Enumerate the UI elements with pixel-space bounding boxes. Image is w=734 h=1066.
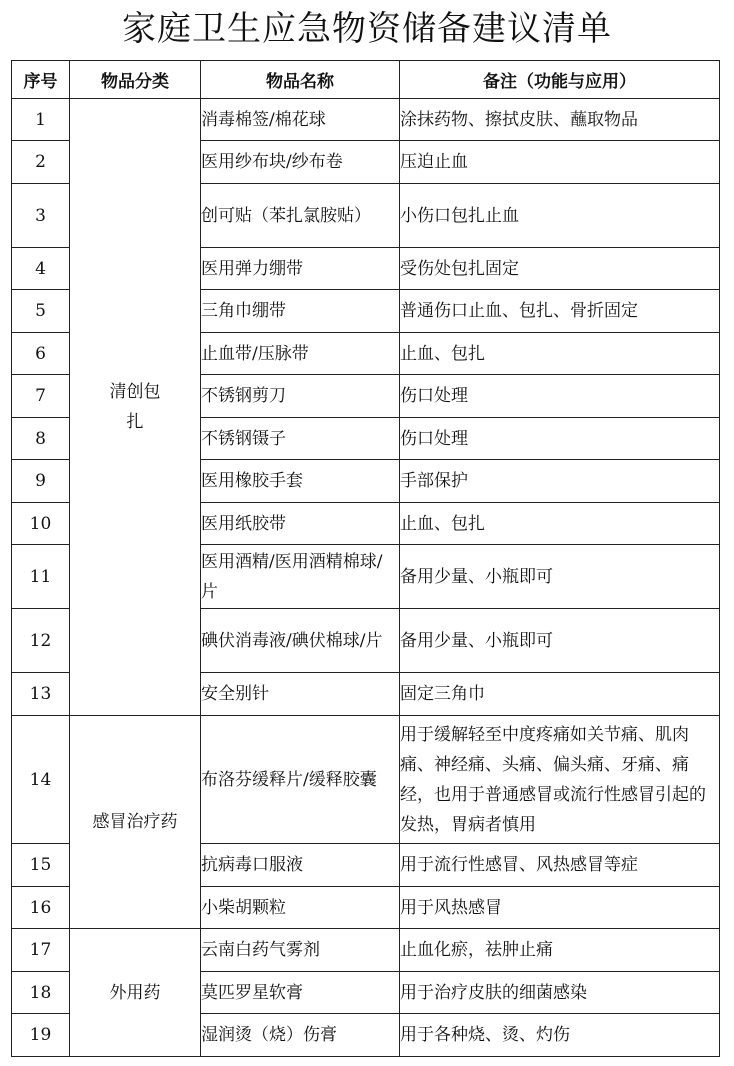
table-row <box>12 99 720 141</box>
row-number: 2 <box>12 141 70 184</box>
row-number: 12 <box>12 609 70 673</box>
item-note: 用于流行性感冒、风热感冒等症 <box>400 844 720 887</box>
page-title: 家庭卫生应急物资储备建议清单 <box>122 9 612 49</box>
item-name: 小柴胡颗粒 <box>201 887 400 929</box>
category-label: 外用药 <box>109 982 161 1003</box>
row-number: 15 <box>12 844 70 887</box>
item-name: 医用纱布块/纱布卷 <box>201 141 400 184</box>
row-number: 16 <box>12 887 70 929</box>
category-label: 清创包扎 <box>109 382 161 432</box>
item-name: 医用纸胶带 <box>201 503 400 545</box>
row-number: 5 <box>12 290 70 333</box>
category-label: 感冒治疗药 <box>92 812 178 832</box>
item-name: 创可贴（苯扎氯胺贴） <box>201 184 400 248</box>
item-name: 不锈钢镊子 <box>201 418 400 460</box>
item-note: 用于各种烧、烫、灼伤 <box>400 1014 720 1057</box>
row-number: 3 <box>12 184 70 248</box>
supply-table <box>11 60 720 1057</box>
table-row <box>12 716 720 844</box>
item-name: 碘伏消毒液/碘伏棉球/片 <box>201 609 400 673</box>
item-note: 固定三角巾 <box>400 673 720 716</box>
row-number: 11 <box>12 545 70 609</box>
header-category: 物品分类 <box>70 61 201 99</box>
item-note: 用于治疗皮肤的细菌感染 <box>400 972 720 1014</box>
category-cell <box>70 929 201 1057</box>
row-number: 18 <box>12 972 70 1014</box>
item-name: 湿润烫（烧）伤膏 <box>201 1014 400 1057</box>
table-header-row <box>12 61 720 99</box>
row-number: 13 <box>12 673 70 716</box>
item-note: 伤口处理 <box>400 418 720 460</box>
item-name: 止血带/压脉带 <box>201 333 400 375</box>
row-number: 14 <box>12 716 70 844</box>
item-name: 消毒棉签/棉花球 <box>201 99 400 141</box>
row-number: 9 <box>12 460 70 503</box>
row-number: 17 <box>12 929 70 972</box>
item-name: 布洛芬缓释片/缓释胶囊 <box>201 716 400 844</box>
item-note: 小伤口包扎止血 <box>400 184 720 248</box>
item-name: 莫匹罗星软膏 <box>201 972 400 1014</box>
row-number: 10 <box>12 503 70 545</box>
item-note: 备用少量、小瓶即可 <box>400 609 720 673</box>
item-name: 医用酒精/医用酒精棉球/片 <box>201 545 400 609</box>
item-name: 不锈钢剪刀 <box>201 375 400 418</box>
category-cell <box>70 99 201 716</box>
item-name: 抗病毒口服液 <box>201 844 400 887</box>
item-name: 三角巾绷带 <box>201 290 400 333</box>
item-note: 备用少量、小瓶即可 <box>400 545 720 609</box>
item-name: 云南白药气雾剂 <box>201 929 400 972</box>
item-name: 医用弹力绷带 <box>201 248 400 290</box>
item-note: 用于缓解轻至中度疼痛如关节痛、肌肉痛、神经痛、头痛、偏头痛、牙痛、痛经，也用于普通感冒或流行性感冒引起的发热，胃病者慎用 <box>400 716 720 844</box>
category-cell <box>70 716 201 929</box>
item-name: 安全别针 <box>201 673 400 716</box>
header-number: 序号 <box>12 61 70 99</box>
item-note: 普通伤口止血、包扎、骨折固定 <box>400 290 720 333</box>
item-note: 止血、包扎 <box>400 333 720 375</box>
item-note: 止血化瘀，祛肿止痛 <box>400 929 720 972</box>
table-row <box>12 929 720 972</box>
item-note: 涂抹药物、擦拭皮肤、蘸取物品 <box>400 99 720 141</box>
row-number: 8 <box>12 418 70 460</box>
item-note: 用于风热感冒 <box>400 887 720 929</box>
row-number: 4 <box>12 248 70 290</box>
item-note: 手部保护 <box>400 460 720 503</box>
item-note: 伤口处理 <box>400 375 720 418</box>
row-number: 1 <box>12 99 70 141</box>
item-note: 止血、包扎 <box>400 503 720 545</box>
item-note: 受伤处包扎固定 <box>400 248 720 290</box>
item-name: 医用橡胶手套 <box>201 460 400 503</box>
header-item-name: 物品名称 <box>201 61 400 99</box>
header-notes: 备注（功能与应用） <box>400 61 720 99</box>
row-number: 19 <box>12 1014 70 1057</box>
row-number: 6 <box>12 333 70 375</box>
row-number: 7 <box>12 375 70 418</box>
item-note: 压迫止血 <box>400 141 720 184</box>
